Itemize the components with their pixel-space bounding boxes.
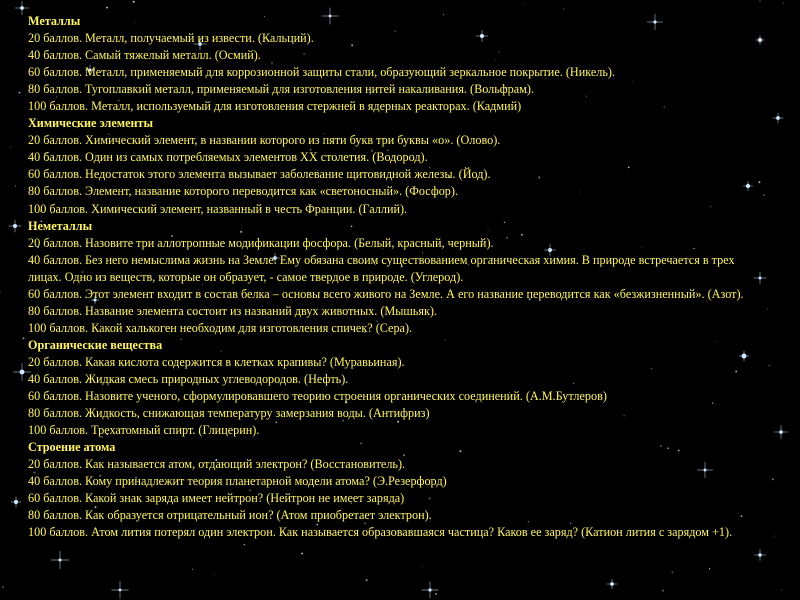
- question-item: 100 баллов. Трехатомный спирт. (Глицерин).: [28, 423, 260, 438]
- question-item: 40 баллов. Самый тяжелый металл. (Осмий).: [28, 48, 261, 63]
- star-dot: [772, 478, 774, 480]
- question-item: 60 баллов. Назовите ученого, сформулировавшего теорию строения органических соединений. (А.М.Бутлеров): [28, 389, 607, 404]
- question-item: 40 баллов. Жидкая смесь природных углеводородов. (Нефть).: [28, 371, 349, 386]
- section-title-organic: Органические вещества: [28, 337, 163, 352]
- question-item: 40 баллов. Один из самых потребляемых элементов XX столетия. (Водород).: [28, 150, 428, 165]
- star-dot: [15, 185, 17, 187]
- question-item: 60 баллов. Металл, применяемый для коррозионной защиты стали, образующий зеркальное покрытие. (Никель).: [28, 65, 615, 80]
- star-dot: [2, 586, 4, 588]
- star-icon: [15, 1, 29, 15]
- section-title-metals: Металлы: [28, 14, 81, 28]
- star-dot: [759, 0, 760, 1]
- star-dot: [435, 593, 437, 595]
- question-item: 100 баллов. Металл, используемый для изготовления стержней в ядерных реакторах. (Кадмий): [28, 99, 522, 114]
- question-item: 80 баллов. Как образуется отрицательный ион? (Атом приобретает электрон).: [28, 508, 432, 523]
- star-dot: [23, 337, 25, 339]
- question-item: 20 баллов. Как называется атом, отдающий электрон? (Восстановитель).: [28, 457, 406, 472]
- star-icon: [754, 549, 766, 561]
- star-icon: [51, 551, 69, 569]
- star-dot: [709, 568, 710, 569]
- question-item: 60 баллов. Недостаток этого элемента вызывает заболевание щитовидной железы. (Йод).: [28, 167, 491, 182]
- section-title-chemical-elements: Химические элементы: [28, 116, 154, 131]
- star-dot: [523, 4, 524, 5]
- question-item: 60 баллов. Этот элемент входит в состав белка – основы всего живого на Земле. А его название переводится как «безжизненный». (Азот).: [28, 286, 744, 301]
- star-dot: [783, 3, 784, 4]
- question-item: 20 баллов. Какая кислота содержится в клетках крапивы? (Муравьиная).: [28, 354, 405, 369]
- question-item: 100 баллов. Атом лития потерял один электрон. Как называется образовавшаяся частица? Каков ее заряд? (Катион лития с зарядом +1).: [28, 525, 733, 540]
- section-nonmetals: [28, 218, 758, 337]
- star-dot: [19, 92, 21, 94]
- slide-content: [28, 13, 758, 541]
- star-dot: [301, 553, 303, 555]
- question-item: 20 баллов. Химический элемент, в названии которого из пяти букв три буквы «о». (Олово).: [28, 133, 501, 148]
- star-dot: [758, 181, 760, 183]
- star-icon: [111, 581, 128, 598]
- question-item: 80 баллов. Тугоплавкий металл, применяемый для изготовления нитей накаливания. (Вольфрам).: [28, 82, 534, 97]
- star-icon: [773, 113, 783, 123]
- star-dot: [192, 569, 193, 570]
- star-dot: [769, 365, 770, 366]
- star-icon: [774, 425, 788, 439]
- star-icon: [422, 582, 439, 599]
- star-icon: [607, 579, 617, 589]
- star-dot: [781, 590, 782, 591]
- star-dot: [10, 147, 11, 148]
- star-dot: [213, 574, 214, 575]
- section-organic: [28, 337, 758, 439]
- question-item: 20 баллов. Назовите три аллотропные модификации фосфора. (Белый, красный, черный).: [28, 235, 494, 250]
- section-atom-structure: [28, 439, 758, 541]
- question-item: 60 баллов. Какой знак заряда имеет нейтрон? (Нейтрон не имеет заряда): [28, 491, 405, 506]
- section-title-nonmetals: Неметаллы: [28, 218, 93, 233]
- question-item: 100 баллов. Химический элемент, названный в честь Франции. (Галлий).: [28, 201, 408, 216]
- star-dot: [763, 194, 764, 195]
- question-item: 80 баллов. Название элемента состоит из названий двух животных. (Мышьяк).: [28, 303, 437, 318]
- question-item: 20 баллов. Металл, получаемый из извести. (Кальций).: [28, 31, 314, 46]
- star-dot: [235, 599, 236, 600]
- question-item: 40 баллов. Без него немыслима жизнь на Земле. Ему обязана своим существованием органическая химия. В природе встречается в трех лицах. Одно из веществ, которые он образует, - самое твердое в природе. (Углерод).: [28, 252, 735, 284]
- question-item: 100 баллов. Какой халькоген необходим для изготовления спичек? (Сера).: [28, 320, 413, 335]
- star-dot: [672, 572, 673, 573]
- star-dot: [106, 7, 108, 9]
- star-dot: [563, 8, 564, 9]
- star-dot: [133, 1, 135, 3]
- star-dot: [0, 292, 1, 293]
- star-dot: [767, 308, 768, 309]
- star-dot: [422, 565, 423, 566]
- star-dot: [662, 590, 664, 592]
- section-metals: [28, 13, 758, 115]
- question-item: 80 баллов. Элемент, название которого переводится как «светоносный». (Фосфор).: [28, 184, 459, 199]
- question-item: 80 баллов. Жидкость, снижающая температуру замерзания воды. (Антифриз): [28, 406, 430, 421]
- star-icon: [11, 497, 22, 508]
- star-icon: [9, 220, 22, 233]
- star-dot: [774, 536, 775, 537]
- question-item: 40 баллов. Кому принадлежит теория планетарной модели атома? (Э.Резерфорд): [28, 474, 447, 489]
- star-dot: [366, 579, 368, 581]
- section-title-atom-structure: Строение атома: [28, 440, 116, 455]
- star-dot: [243, 544, 245, 546]
- section-chemical-elements: [28, 115, 758, 217]
